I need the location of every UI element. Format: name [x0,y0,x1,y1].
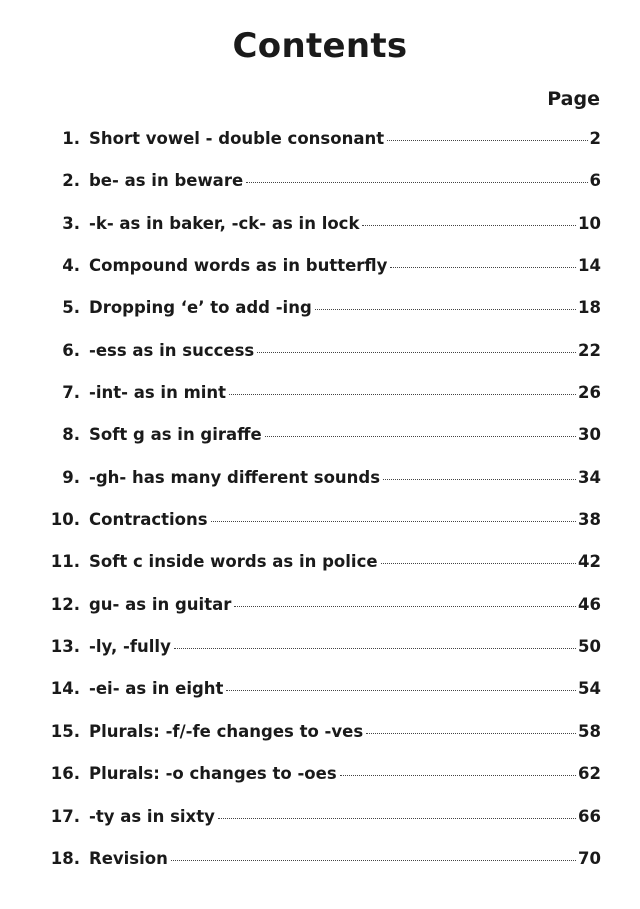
entry-number: 17. [50,806,80,826]
contents-list [36,129,601,891]
dot-leader [390,267,576,268]
entry-page-number: 14 [578,256,601,276]
entry-page-number: 70 [578,848,601,868]
entry-page-number: 58 [578,721,601,741]
entry-title: Plurals: -f/-fe changes to -ves [89,721,364,741]
entry-title: -k- as in baker, -ck- as in lock [89,213,360,233]
dot-leader [265,436,576,437]
entry-title: -ei- as in eight [89,679,224,699]
dot-leader [246,182,587,183]
entry-title: -ty as in sixty [89,806,215,826]
contents-entry [36,849,601,891]
contents-entry [36,637,601,679]
contents-entry [36,383,601,425]
entry-title: Compound words as in butterfly [89,256,388,276]
entry-title: gu- as in guitar [89,594,232,614]
entry-number: 11. [50,552,80,572]
page-column-header: Page [547,88,600,110]
entry-page-number: 2 [589,129,601,148]
dot-leader [362,225,576,226]
entry-title: Soft g as in giraffe [89,425,262,445]
entry-number: 10. [50,510,80,530]
entry-title: Contractions [89,510,208,530]
dot-leader [171,860,576,861]
entry-page-number: 10 [578,213,601,233]
entry-number: 1. [62,129,80,148]
entry-number: 2. [62,171,80,191]
entry-number: 8. [62,425,80,445]
contents-entry [36,129,601,171]
entry-title: Plurals: -o changes to -oes [89,764,337,784]
contents-entry [36,722,601,764]
entry-page-number: 66 [578,806,601,826]
entry-page-number: 30 [578,425,601,445]
entry-page-number: 50 [578,637,601,657]
dot-leader [234,606,576,607]
entry-number: 14. [50,679,80,699]
dot-leader [257,352,576,353]
entry-page-number: 54 [578,679,601,699]
entry-number: 6. [62,340,80,360]
entry-title: Soft c inside words as in police [89,552,378,572]
entry-page-number: 22 [578,340,601,360]
dot-leader [229,394,576,395]
dot-leader [315,309,576,310]
dot-leader [387,140,587,141]
contents-entry [36,425,601,467]
entry-page-number: 46 [578,594,601,614]
entry-title: be- as in beware [89,171,244,191]
entry-page-number: 18 [578,298,601,318]
entry-title: Dropping ‘e’ to add -ing [89,298,312,318]
contents-entry [36,595,601,637]
contents-entry [36,171,601,213]
entry-title: -ly, -fully [89,637,171,657]
dot-leader [366,733,576,734]
entry-page-number: 38 [578,510,601,530]
contents-entry [36,214,601,256]
contents-entry [36,552,601,594]
entry-number: 9. [62,467,80,487]
dot-leader [174,648,576,649]
entry-page-number: 42 [578,552,601,572]
entry-number: 16. [50,764,80,784]
dot-leader [383,479,576,480]
contents-entry [36,679,601,721]
entry-page-number: 6 [589,171,601,191]
entry-number: 13. [50,637,80,657]
entry-title: -gh- has many different sounds [89,467,381,487]
entry-page-number: 34 [578,467,601,487]
entry-number: 18. [50,848,80,868]
entry-title: -int- as in mint [89,383,227,403]
dot-leader [211,521,576,522]
contents-entry [36,807,601,849]
entry-number: 12. [50,594,80,614]
contents-entry [36,341,601,383]
entry-page-number: 62 [578,764,601,784]
page-title: Contents [232,26,408,66]
entry-number: 15. [50,721,80,741]
entry-title: Short vowel - double consonant [89,129,385,148]
entry-page-number: 26 [578,383,601,403]
entry-number: 5. [62,298,80,318]
contents-entry [36,298,601,340]
entry-title: Revision [89,848,168,868]
contents-entry [36,764,601,806]
contents-entry [36,256,601,298]
dot-leader [226,690,576,691]
entry-number: 7. [62,383,80,403]
entry-number: 3. [62,213,80,233]
contents-entry [36,510,601,552]
dot-leader [340,775,576,776]
entry-number: 4. [62,256,80,276]
entry-title: -ess as in success [89,340,255,360]
contents-entry [36,468,601,510]
dot-leader [381,563,576,564]
dot-leader [218,818,576,819]
